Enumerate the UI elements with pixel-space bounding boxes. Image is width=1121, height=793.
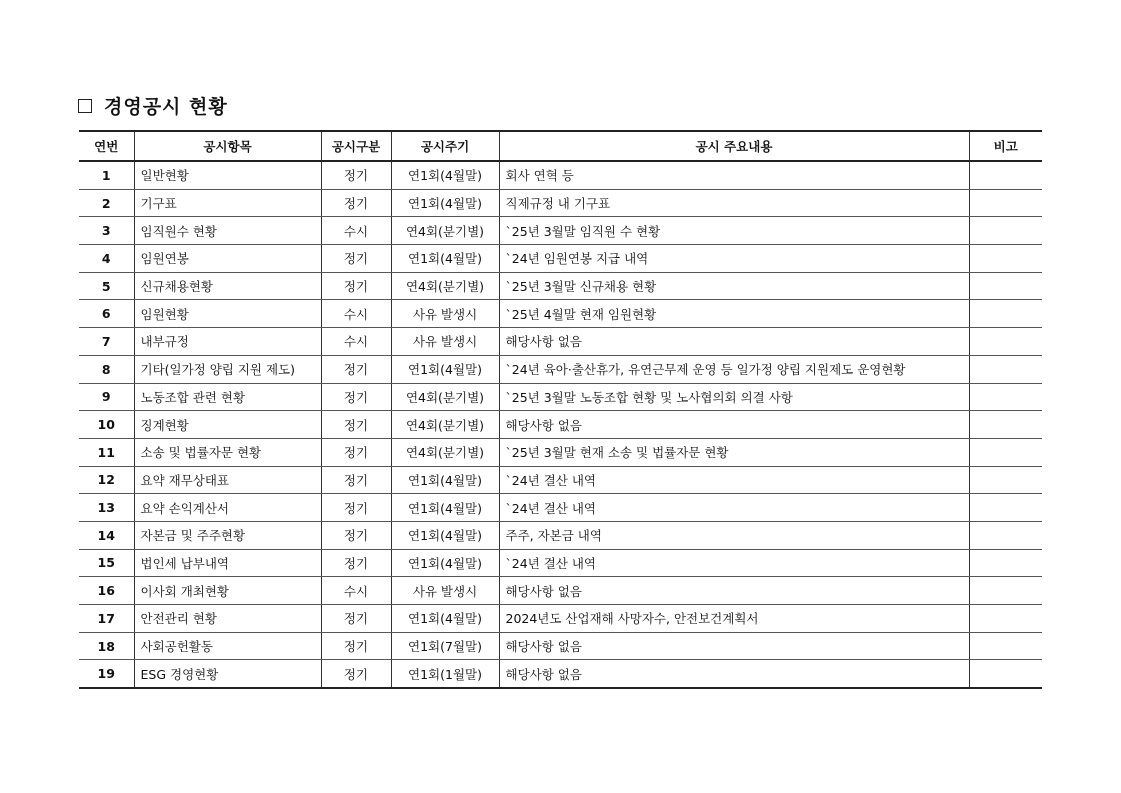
cell-type: 정기 [321,494,391,522]
cell-content: 주주, 자본금 내역 [499,521,969,549]
cell-type: 수시 [321,300,391,328]
cell-note [969,494,1042,522]
cell-no: 6 [79,300,134,328]
cell-type: 정기 [321,272,391,300]
disclosure-table [79,130,1042,689]
table-row [79,494,1042,522]
cell-item: 임원현황 [134,300,321,328]
cell-cycle: 연1회(4월말) [391,605,499,633]
cell-note [969,328,1042,356]
cell-content: 2024년도 산업재해 사망자수, 안전보건계획서 [499,605,969,633]
cell-type: 정기 [321,549,391,577]
table-row [79,660,1042,688]
cell-item: 사회공헌활동 [134,632,321,660]
cell-item: 일반현황 [134,161,321,189]
cell-no: 17 [79,605,134,633]
header-content: 공시 주요내용 [499,131,969,161]
cell-no: 19 [79,660,134,688]
cell-type: 정기 [321,660,391,688]
cell-no: 15 [79,549,134,577]
cell-note [969,383,1042,411]
cell-note [969,272,1042,300]
cell-no: 5 [79,272,134,300]
table-row [79,245,1042,273]
cell-cycle: 연1회(4월말) [391,189,499,217]
cell-type: 정기 [321,189,391,217]
cell-cycle: 연4회(분기별) [391,438,499,466]
cell-note [969,245,1042,273]
cell-note [969,577,1042,605]
cell-content: 직제규정 내 기구표 [499,189,969,217]
cell-note [969,438,1042,466]
cell-type: 정기 [321,466,391,494]
cell-cycle: 연1회(7월말) [391,632,499,660]
table-row [79,632,1042,660]
cell-type: 수시 [321,328,391,356]
cell-no: 13 [79,494,134,522]
cell-cycle: 사유 발생시 [391,300,499,328]
cell-cycle: 연1회(4월말) [391,161,499,189]
cell-item: 법인세 납부내역 [134,549,321,577]
cell-content: `25년 3월말 임직원 수 현황 [499,217,969,245]
cell-content: 해당사항 없음 [499,577,969,605]
cell-cycle: 연4회(분기별) [391,383,499,411]
table-row [79,328,1042,356]
table-row [79,411,1042,439]
cell-content: 해당사항 없음 [499,328,969,356]
cell-item: 임직원수 현황 [134,217,321,245]
cell-note [969,189,1042,217]
cell-note [969,161,1042,189]
cell-type: 정기 [321,438,391,466]
table-row [79,355,1042,383]
cell-note [969,632,1042,660]
cell-content: `24년 임원연봉 지급 내역 [499,245,969,273]
cell-cycle: 연1회(4월말) [391,466,499,494]
cell-item: 요약 재무상태표 [134,466,321,494]
cell-no: 8 [79,355,134,383]
cell-cycle: 사유 발생시 [391,328,499,356]
table-row [79,189,1042,217]
cell-cycle: 연4회(분기별) [391,217,499,245]
table-row [79,466,1042,494]
header-note: 비고 [969,131,1042,161]
table-body [79,161,1042,688]
cell-content: `25년 3월말 현재 소송 및 법률자문 현황 [499,438,969,466]
table-row [79,438,1042,466]
cell-note [969,660,1042,688]
cell-type: 정기 [321,521,391,549]
cell-no: 3 [79,217,134,245]
cell-content: `25년 3월말 노동조합 현황 및 노사협의회 의결 사항 [499,383,969,411]
cell-content: `24년 결산 내역 [499,549,969,577]
cell-cycle: 연4회(분기별) [391,411,499,439]
cell-cycle: 연1회(4월말) [391,245,499,273]
cell-item: ESG 경영현황 [134,660,321,688]
cell-content: `25년 3월말 신규채용 현황 [499,272,969,300]
cell-note [969,549,1042,577]
cell-content: `24년 결산 내역 [499,466,969,494]
cell-cycle: 연1회(4월말) [391,549,499,577]
cell-note [969,466,1042,494]
cell-item: 징계현황 [134,411,321,439]
cell-content: `24년 결산 내역 [499,494,969,522]
cell-cycle: 연1회(1월말) [391,660,499,688]
cell-item: 이사회 개최현황 [134,577,321,605]
cell-type: 정기 [321,161,391,189]
header-cycle: 공시주기 [391,131,499,161]
cell-no: 10 [79,411,134,439]
cell-type: 정기 [321,411,391,439]
cell-content: 해당사항 없음 [499,660,969,688]
cell-item: 소송 및 법률자문 현황 [134,438,321,466]
cell-no: 11 [79,438,134,466]
cell-item: 안전관리 현황 [134,605,321,633]
cell-cycle: 연4회(분기별) [391,272,499,300]
cell-content: 해당사항 없음 [499,632,969,660]
cell-no: 16 [79,577,134,605]
table-row [79,549,1042,577]
cell-no: 1 [79,161,134,189]
cell-note [969,300,1042,328]
cell-note [969,605,1042,633]
cell-item: 임원연봉 [134,245,321,273]
header-no: 연번 [79,131,134,161]
checkbox-square-icon [78,99,92,113]
table-row [79,300,1042,328]
cell-type: 수시 [321,217,391,245]
cell-no: 7 [79,328,134,356]
table-row [79,272,1042,300]
cell-cycle: 연1회(4월말) [391,494,499,522]
header-type: 공시구분 [321,131,391,161]
cell-content: `24년 육아·출산휴가, 유연근무제 운영 등 일가정 양립 지원제도 운영현황 [499,355,969,383]
cell-type: 정기 [321,632,391,660]
table-header-row [79,131,1042,161]
cell-cycle: 사유 발생시 [391,577,499,605]
table-row [79,161,1042,189]
cell-item: 내부규정 [134,328,321,356]
cell-content: 해당사항 없음 [499,411,969,439]
cell-item: 요약 손익계산서 [134,494,321,522]
cell-item: 기구표 [134,189,321,217]
table-row [79,217,1042,245]
cell-note [969,355,1042,383]
cell-type: 정기 [321,383,391,411]
table-row [79,383,1042,411]
cell-note [969,217,1042,245]
header-item: 공시항목 [134,131,321,161]
cell-no: 9 [79,383,134,411]
cell-item: 자본금 및 주주현황 [134,521,321,549]
cell-no: 4 [79,245,134,273]
cell-type: 정기 [321,245,391,273]
cell-no: 12 [79,466,134,494]
cell-note [969,411,1042,439]
table-row [79,521,1042,549]
cell-no: 2 [79,189,134,217]
cell-note [969,521,1042,549]
cell-no: 14 [79,521,134,549]
cell-no: 18 [79,632,134,660]
table-row [79,605,1042,633]
cell-content: `25년 4월말 현재 임원현황 [499,300,969,328]
table-row [79,577,1042,605]
cell-content: 회사 연혁 등 [499,161,969,189]
cell-item: 신규채용현황 [134,272,321,300]
cell-cycle: 연1회(4월말) [391,521,499,549]
page-title-text: 경영공시 현황 [104,96,228,118]
cell-item: 기타(일가정 양립 지원 제도) [134,355,321,383]
cell-item: 노동조합 관련 현황 [134,383,321,411]
page-title [78,92,228,119]
cell-cycle: 연1회(4월말) [391,355,499,383]
cell-type: 수시 [321,577,391,605]
cell-type: 정기 [321,605,391,633]
cell-type: 정기 [321,355,391,383]
